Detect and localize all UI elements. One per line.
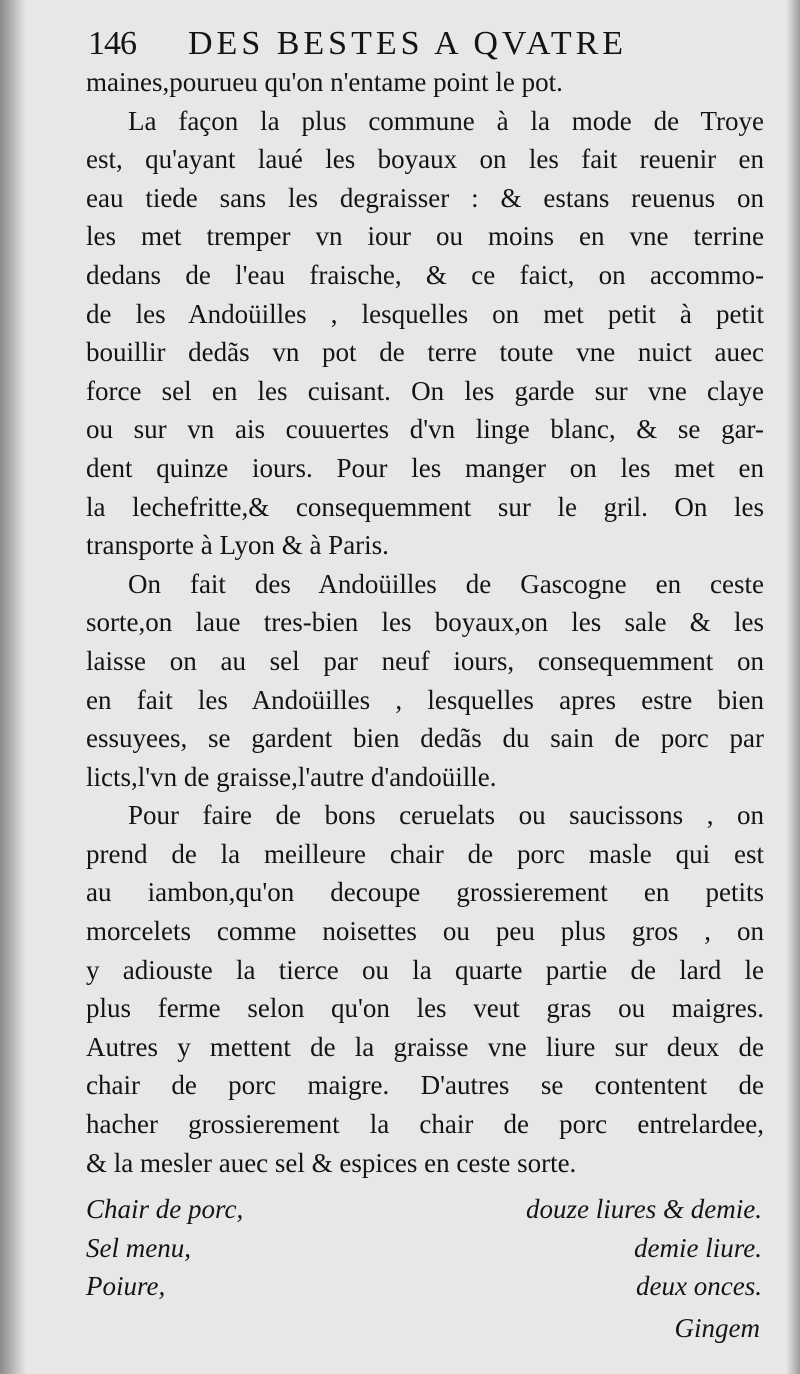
text-line: & la mesler auec sel & espices en ceste sorte. — [86, 1147, 577, 1178]
running-head: DES BESTES A QVATRE — [188, 25, 628, 62]
recipe-ingredient: Chair de porc, — [86, 1194, 244, 1224]
recipe-ingredient: Sel menu, — [86, 1232, 191, 1263]
text-line: eau tiede sans les degraisser : & estans reuenus on — [86, 182, 764, 213]
recipe-row — [86, 1229, 762, 1268]
catchword: Gingem — [674, 1313, 760, 1343]
text-line: y adiouste la tierce ou la quarte partie de lard le — [86, 954, 764, 985]
text-line: en fait les Andoüilles , lesquelles apres estre bien — [86, 684, 764, 715]
body-text — [86, 63, 764, 1182]
text-line: chair de porc maigre. D'autres se contentent de — [86, 1070, 764, 1101]
text-line: force sel en les cuisant. On les garde sur vne claye — [86, 375, 764, 406]
text-line: dedans de l'eau fraische, & ce faict, on accommo- — [86, 259, 764, 290]
text-line: bouillir dedãs vn pot de terre toute vne nuict auec — [86, 337, 764, 368]
text-line: morcelets comme noisettes ou peu plus gros , on — [86, 916, 764, 947]
text-line: est, qu'ayant laué les boyaux on les fait reuenir en — [86, 144, 764, 175]
text-line: maines,pourueu qu'on n'entame point le pot. — [86, 67, 563, 97]
text-line: plus ferme selon qu'on les veut gras ou maigres. — [86, 993, 764, 1024]
recipe-quantity: deux onces. — [636, 1271, 762, 1302]
recipe-quantity: demie liure. — [634, 1232, 762, 1263]
recipe-list — [86, 1190, 762, 1306]
text-line: On fait des Andoüilles de Gascogne en ceste — [128, 568, 764, 599]
text-line: essuyees, se gardent bien dedãs du sain de porc par — [86, 723, 764, 754]
text-line: transporte à Lyon & à Paris. — [86, 530, 389, 561]
text-line: dent quinze iours. Pour les manger on les met en — [86, 452, 764, 483]
text-line: La façon la plus commune à la mode de Troye — [128, 105, 764, 136]
text-line: prend de la meilleure chair de porc masle qui est — [86, 838, 764, 869]
recipe-ingredient: Poiure, — [86, 1271, 166, 1302]
page-number: 146 — [88, 25, 136, 62]
recipe-row — [86, 1190, 762, 1229]
text-line: les met tremper vn iour ou moins en vne terrine — [86, 221, 764, 252]
page-header — [88, 24, 768, 64]
text-line: au iambon,qu'on decoupe grossierement en petits — [86, 877, 764, 908]
text-line: Pour faire de bons ceruelats ou saucissons , on — [128, 800, 764, 831]
text-line: de les Andoüilles , lesquelles on met petit à petit — [86, 298, 764, 329]
recipe-quantity: douze liures & demie. — [526, 1194, 762, 1224]
recipe-row — [86, 1267, 762, 1306]
text-line: licts,l'vn de graisse,l'autre d'andoüille. — [86, 761, 497, 792]
text-line: laisse on au sel par neuf iours, consequemment on — [86, 645, 764, 676]
text-line: hacher grossierement la chair de porc entrelardee, — [86, 1109, 764, 1140]
text-line: sorte,on laue tres-bien les boyaux,on les sale & les — [86, 607, 764, 638]
text-line: la lechefritte,& consequemment sur le gril. On les — [86, 491, 764, 522]
text-line: ou sur vn ais couuertes d'vn linge blanc, & se gar- — [86, 414, 764, 445]
text-line: Autres y mettent de la graisse vne liure sur deux de — [86, 1031, 764, 1062]
